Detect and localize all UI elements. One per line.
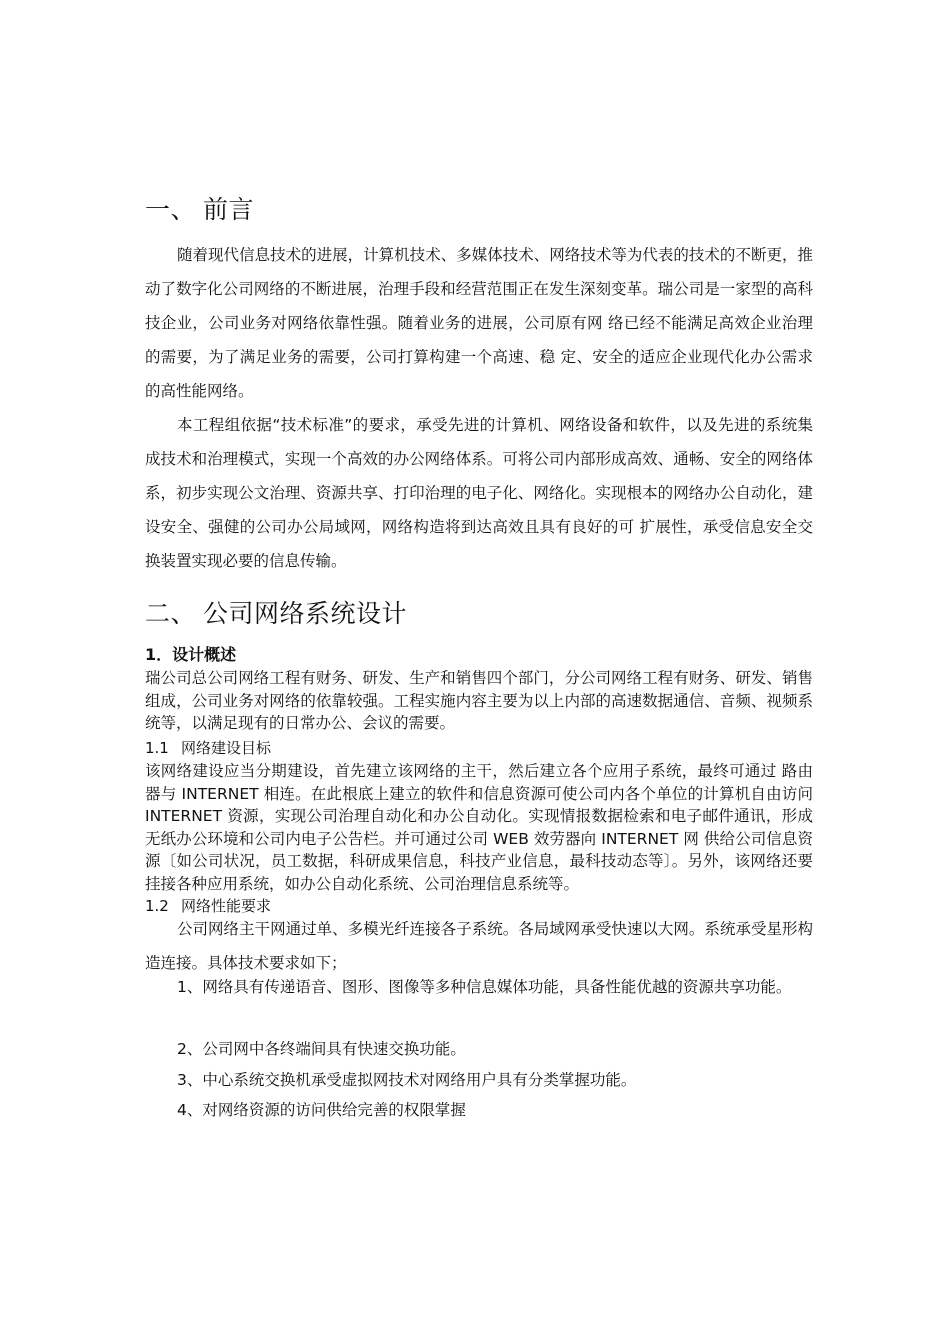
preface-paragraph-1: 随着现代信息技术的进展，计算机技术、多媒体技术、网络技术等为代表的技术的不断更，推动了数字化公司网络的不断进展，治理手段和经营范围正在发生深刻变革。瑞公司是一家型的高科技企业，公司业务对网络依靠性强。随着业务的进展，公司原有网 络已经不能满足高效企业治理的需要，为了满足业务的需要，公司打算构建一个高速、稳 定、安全的适应企业现代化办公需求的高性能网络。 (145, 246, 813, 400)
requirement-item: 1、网络具有传递语音、图形、图像等多种信息媒体功能，具备性能优越的资源共享功能。 (177, 978, 792, 996)
subheading-number: 1.1 (145, 739, 169, 757)
section-number: 一、 (145, 195, 197, 224)
section-number: 二、 (145, 599, 197, 628)
performance-intro-paragraph: 公司网络主干网通过单、多模光纤连接各子系统。各局域网承受快速以大网。系统承受星形构造连接。具体技术要求如下； (145, 920, 813, 972)
section-title: 公司网络系统设计 (203, 599, 408, 628)
section-heading-network-design (145, 598, 407, 630)
requirement-item: 2、公司网中各终端间具有快速交换功能。 (177, 1040, 466, 1058)
section-heading-preface (145, 194, 254, 226)
subheading-network-goals (145, 737, 271, 759)
requirement-item: 4、对网络资源的访问供给完善的权限掌握 (177, 1101, 466, 1119)
design-overview-paragraph: 瑞公司总公司网络工程有财务、研发、生产和销售四个部门，分公司网络工程有财务、研发、销售组成，公司业务对网络的依靠较强。工程实施内容主要为以上内部的高速数据通信、音频、视频系统等，以满足现有的日常办公、会议的需要。 (145, 669, 813, 732)
section-title: 前言 (203, 195, 255, 224)
preface-paragraph-2: 本工程组依据“技术标准”的要求，承受先进的计算机、网络设备和软件，以及先进的系统集成技术和治理模式，实现一个高效的办公网络体系。可将公司内部形成高效、通畅、安全的网络体系，初步实现公文治理、资源共享、打印治理的电子化、网络化。实现根本的网络办公自动化，建设安全、强健的公司办公局域网，网络构造将到达高效且具有良好的可 扩展性，承受信息安全交换装置实现必要的信息传输。 (145, 416, 813, 570)
subheading-design-overview: 1．设计概述 (145, 645, 237, 664)
subheading-title: 网络性能要求 (181, 897, 272, 915)
network-goals-paragraph: 该网络建设应当分期建设，首先建立该网络的主干，然后建立各个应用子系统，最终可通过 路由器与 INTERNET 相连。在此根底上建立的软件和信息资源可使公司内各个单位的计算机自由访问 INTERNET 资源，实现公司治理自动化和办公自动化。实现情报数据检索和电子邮件通讯，形成无纸办公环境和公司内电子公告栏。并可通过公司 WEB 效劳器向 INTERNET 网 供给公司信息资源〔如公司状况，员工数据，科研成果信息，科技产业信息，最科技动态等〕。另外，该网络还要挂接各种应用系统，如办公自动化系统、公司治理信息系统等。 (145, 762, 813, 893)
subheading-title: 网络建设目标 (181, 739, 272, 757)
requirement-item: 3、中心系统交换机承受虚拟网技术对网络用户具有分类掌握功能。 (177, 1071, 637, 1089)
subheading-number: 1.2 (145, 897, 169, 915)
